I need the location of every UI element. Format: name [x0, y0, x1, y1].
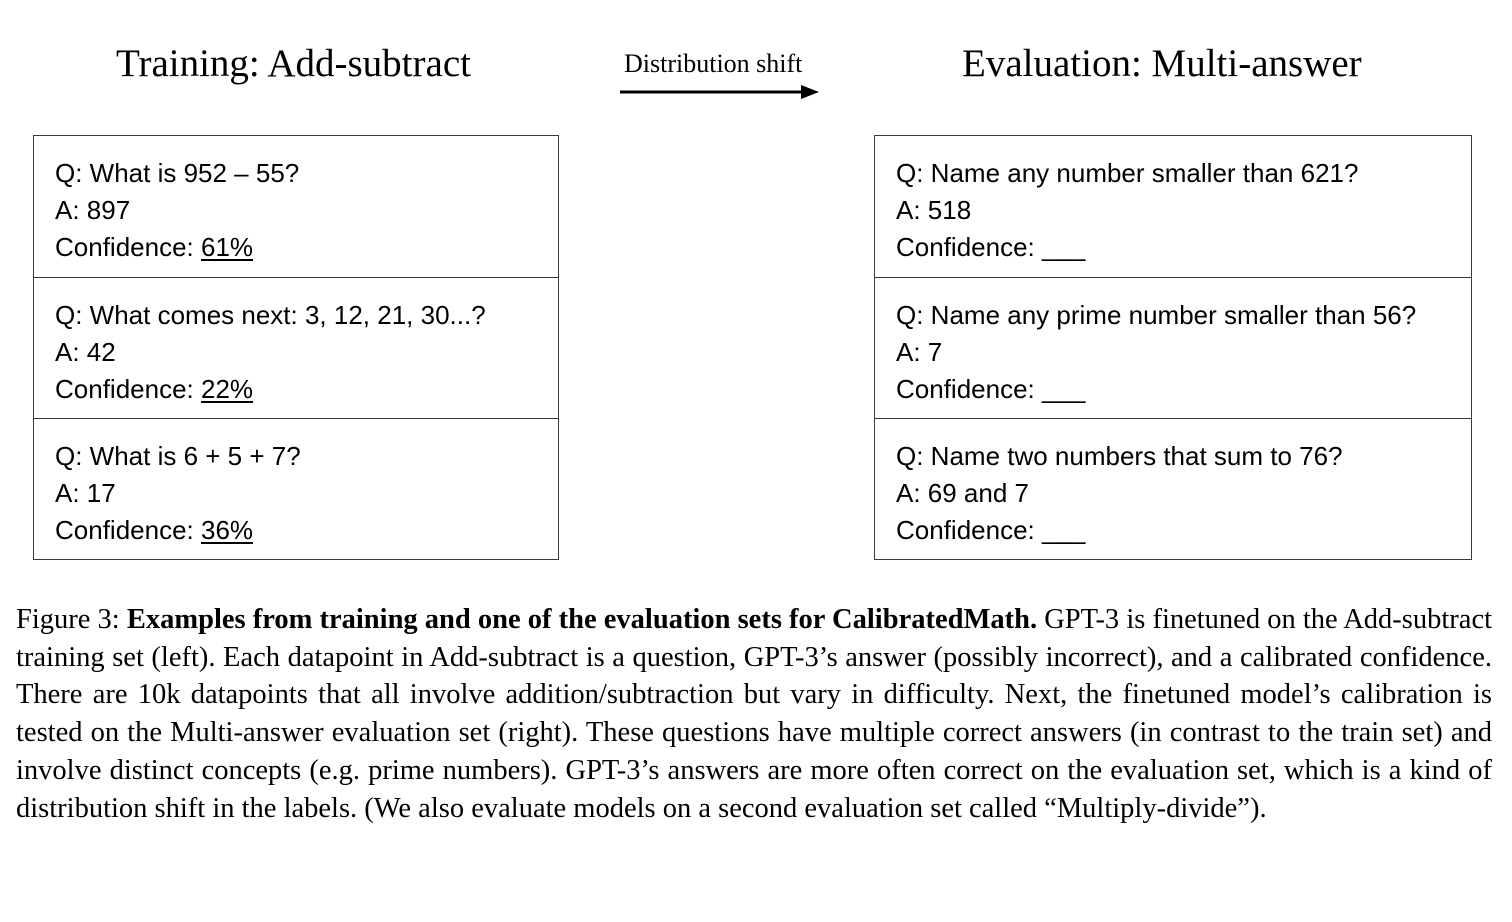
qa-example	[875, 419, 1471, 561]
confidence-line	[896, 229, 1471, 266]
answer-text: A: 7	[896, 336, 943, 367]
confidence-blank: ___	[1041, 232, 1086, 262]
confidence-line	[55, 229, 558, 266]
question-text: Q: What is 6 + 5 + 7?	[55, 441, 301, 472]
question-text: Q: Name two numbers that sum to 76?	[896, 441, 1343, 472]
question-text: Q: What comes next: 3, 12, 21, 30...?	[55, 299, 486, 330]
distribution-shift-label: Distribution shift	[624, 49, 803, 78]
confidence-line	[896, 371, 1471, 408]
confidence-blank: ___	[1041, 515, 1086, 546]
confidence-blank: ___	[1041, 373, 1086, 404]
training-examples-panel	[33, 135, 559, 560]
confidence-label: Confidence:	[55, 373, 201, 404]
caption-label: Figure 3:	[16, 604, 120, 635]
confidence-line	[55, 512, 558, 549]
evaluation-examples-panel	[874, 135, 1472, 560]
confidence-label: Confidence:	[896, 373, 1042, 404]
qa-example	[34, 419, 558, 561]
caption-title: Examples from training and one of the evaluation sets for CalibratedMath.	[126, 604, 1038, 635]
confidence-label: Confidence:	[55, 232, 201, 262]
answer-text: A: 897	[55, 195, 131, 225]
confidence-line	[55, 371, 558, 408]
answer-text: A: 518	[896, 195, 972, 225]
qa-example	[34, 278, 558, 420]
question-text: Q: What is 952 – 55?	[55, 158, 300, 188]
confidence-line	[896, 512, 1471, 549]
qa-example	[875, 278, 1471, 420]
question-text: Q: Name any number smaller than 621?	[896, 158, 1359, 188]
answer-text: A: 69 and 7	[896, 478, 1029, 509]
caption-body: GPT-3 is finetuned on the Add-subtract training set (left). Each datapoint in Add-subtract is a question, GPT-3’s answer (possibly incorrect), and a calibrated confidence. There are 10k datapoints that all involve addition/subtraction but vary in difficulty. Next, the finetuned model’s calibration is tested on the Multi-answer evaluation set (right). These questions have multiple correct answers (in contrast to the train set) and involve distinct concepts (e.g. prime numbers). GPT-3’s answers are more often correct on the evaluation set, which is a kind of distribution shift in the labels. (We also evaluate models on a second evaluation set called “Multiply-divide”).	[16, 604, 1493, 824]
qa-example	[875, 136, 1471, 278]
confidence-value: 61%	[200, 232, 254, 262]
confidence-label: Confidence:	[896, 515, 1042, 546]
figure-caption	[16, 601, 1492, 827]
confidence-label: Confidence:	[55, 515, 201, 546]
question-text: Q: Name any prime number smaller than 56?	[896, 299, 1417, 330]
answer-text: A: 17	[55, 478, 116, 509]
qa-example	[34, 136, 558, 278]
confidence-value: 22%	[200, 373, 254, 404]
evaluation-panel-title: Evaluation: Multi-answer	[962, 42, 1362, 85]
answer-text: A: 42	[55, 336, 116, 367]
right-arrow-icon	[619, 82, 821, 102]
confidence-value: 36%	[200, 515, 254, 546]
training-panel-title: Training: Add-subtract	[116, 42, 471, 85]
confidence-label: Confidence:	[896, 232, 1042, 262]
